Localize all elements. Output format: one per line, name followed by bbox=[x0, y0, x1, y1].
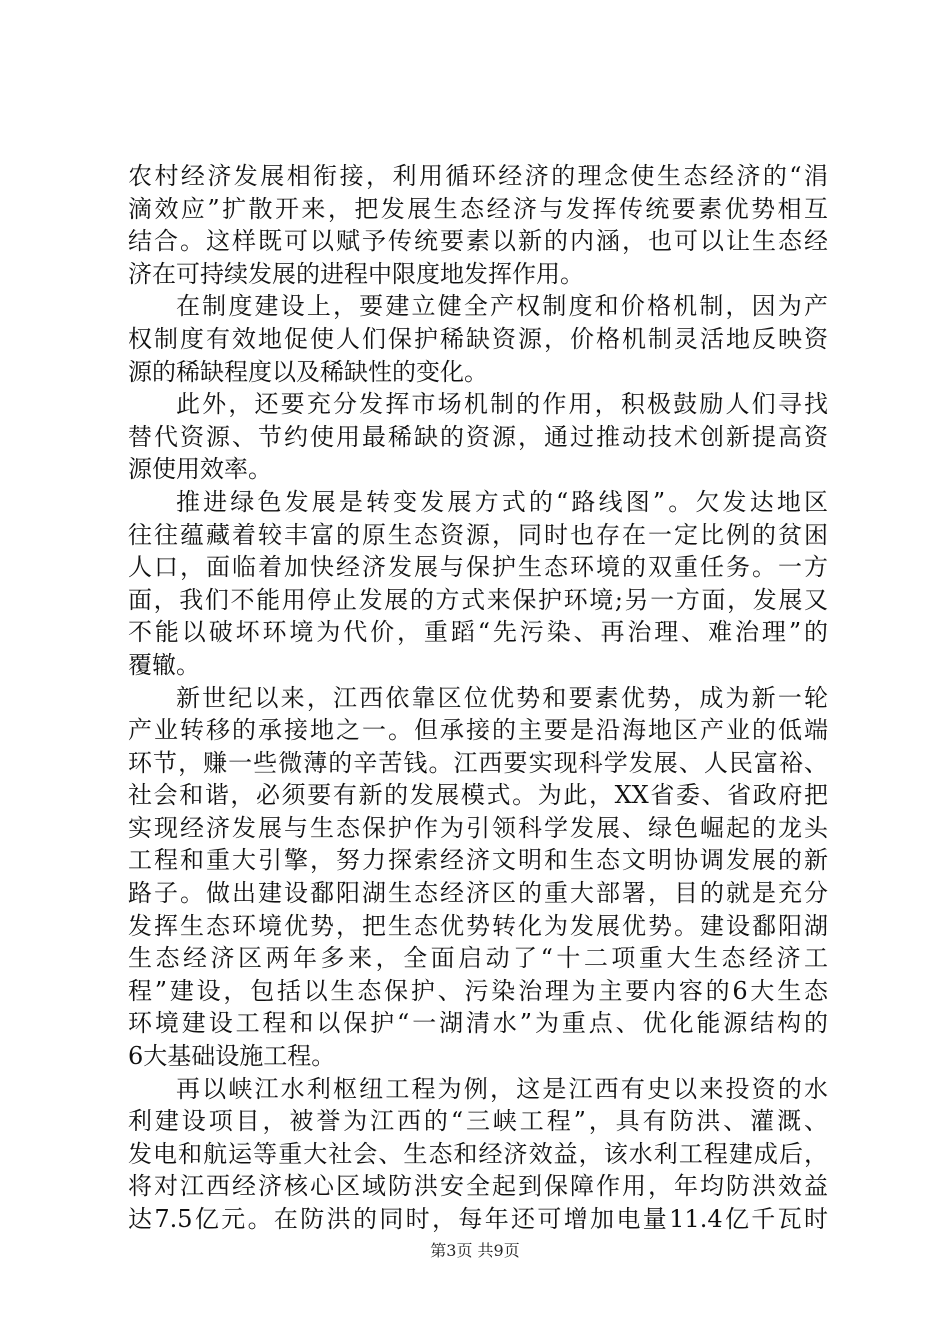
paragraph bbox=[128, 682, 828, 1073]
paragraph bbox=[128, 1073, 828, 1236]
text-line: 环节，赚一些微薄的辛苦钱。江西要实现科学发展、人民富裕、 bbox=[128, 748, 828, 777]
paragraph bbox=[128, 290, 828, 388]
text-line: 此外，还要充分发挥市场机制的作用，积极鼓励人们寻找 bbox=[176, 390, 828, 419]
text-line: 滴效应”扩散开来，把发展生态经济与发挥传统要素优势相互 bbox=[128, 194, 828, 223]
text-line: 覆辙。 bbox=[128, 650, 200, 679]
text-line: 产业转移的承接地之一。但承接的主要是沿海地区产业的低端 bbox=[128, 716, 828, 745]
text-line: 程”建设，包括以生态保护、污染治理为主要内容的6大生态 bbox=[128, 976, 828, 1005]
paragraph bbox=[128, 160, 828, 290]
text-line: 实现经济发展与生态保护作为引领科学发展、绿色崛起的龙头 bbox=[128, 813, 828, 842]
text-line: 生态经济区两年多来，全面启动了“十二项重大生态经济工 bbox=[128, 944, 828, 973]
text-line: 发电和航运等重大社会、生态和经济效益，该水利工程建成后， bbox=[128, 1139, 828, 1168]
text-line: 工程和重大引擎，努力探索经济文明和生态文明协调发展的新 bbox=[128, 846, 828, 875]
text-line: 利建设项目，被誉为江西的“三峡工程”，具有防洪、灌溉、 bbox=[128, 1107, 828, 1136]
text-line: 新世纪以来，江西依靠区位优势和要素优势，成为新一轮 bbox=[176, 683, 828, 712]
text-line: 济在可持续发展的进程中限度地发挥作用。 bbox=[128, 259, 584, 288]
page-footer: 第3页 共9页 bbox=[430, 1241, 520, 1260]
text-line: 不能以破坏环境为代价，重蹈“先污染、再治理、难治理”的 bbox=[128, 618, 828, 647]
text-line: 农村经济发展相衔接，利用循环经济的理念使生态经济的“涓 bbox=[128, 162, 828, 190]
text-line: 源的稀缺程度以及稀缺性的变化。 bbox=[128, 357, 488, 386]
text-line: 将对江西经济核心区域防洪安全起到保障作用，年均防洪效益 bbox=[128, 1172, 828, 1201]
text-line: 推进绿色发展是转变发展方式的“路线图”。欠发达地区 bbox=[176, 487, 828, 516]
text-line: 面，我们不能用停止发展的方式来保护环境;另一方面，发展又 bbox=[128, 585, 828, 614]
text-line: 在制度建设上，要建立健全产权制度和价格机制，因为产 bbox=[176, 292, 828, 321]
text-line: 人口，面临着加快经济发展与保护生态环境的双重任务。一方 bbox=[128, 553, 828, 582]
text-line: 社会和谐，必须要有新的发展模式。为此，XX省委、省政府把 bbox=[128, 781, 828, 810]
document-body bbox=[128, 160, 828, 1236]
text-line: 6大基础设施工程。 bbox=[128, 1042, 336, 1071]
text-line: 路子。做出建设鄱阳湖生态经济区的重大部署，目的就是充分 bbox=[128, 879, 828, 908]
text-line: 替代资源、节约使用最稀缺的资源，通过推动技术创新提高资 bbox=[128, 422, 828, 451]
text-line: 环境建设工程和以保护“一湖清水”为重点、优化能源结构的 bbox=[128, 1009, 828, 1038]
text-line: 发挥生态环境优势，把生态优势转化为发展优势。建设鄱阳湖 bbox=[128, 911, 828, 940]
text-line: 权制度有效地促使人们保护稀缺资源，价格机制灵活地反映资 bbox=[128, 324, 828, 353]
paragraph bbox=[128, 486, 828, 682]
text-line: 结合。这样既可以赋予传统要素以新的内涵，也可以让生态经 bbox=[128, 227, 828, 256]
text-line: 再以峡江水利枢纽工程为例，这是江西有史以来投资的水 bbox=[176, 1074, 828, 1103]
text-line: 源使用效率。 bbox=[128, 455, 272, 484]
text-line: 达7.5亿元。在防洪的同时，每年还可增加电量11.4亿千瓦时 bbox=[128, 1205, 828, 1233]
paragraph bbox=[128, 388, 828, 486]
text-line: 往往蕴藏着较丰富的原生态资源，同时也存在一定比例的贫困 bbox=[128, 520, 828, 549]
